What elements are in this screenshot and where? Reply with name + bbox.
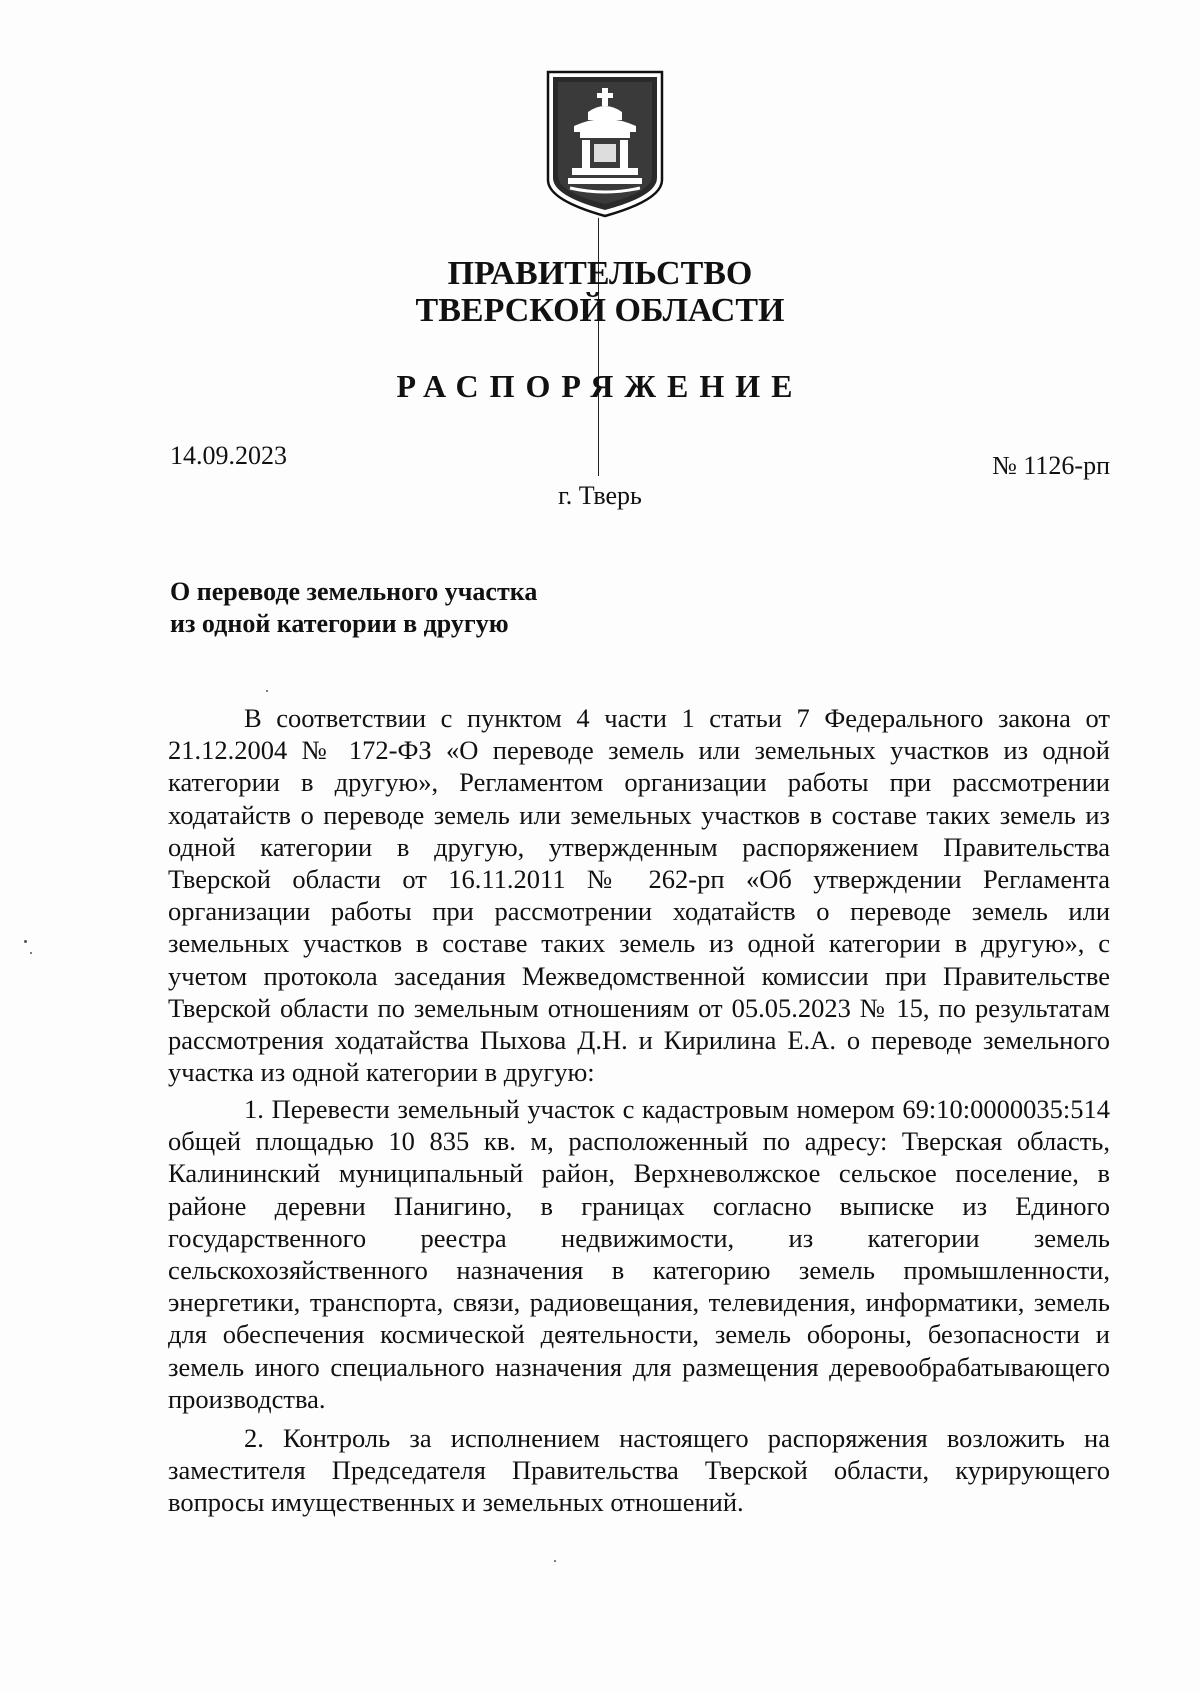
scan-speck [554,1560,556,1562]
organization-title-line2: ТВЕРСКОЙ ОБЛАСТИ [415,292,785,329]
coat-of-arms-emblem [544,68,666,218]
item-1-paragraph: 1. Перевести земельный участок с кадастровым номером 69:10:0000035:514 общей площадью 10 835 кв. м, расположенный по адресу: Тверская область, Калининский муниципальный район, Верхневолжское сельское поселение, в районе деревни Панигино, в границах согласно выписке из Единого государственного реестра недвижимости, из категории земель сельскохозяйственного назначения в категорию земель промышленности, энергетики, транспорта, связи, радиовещания, телевидения, информатики, земель для обеспечения космической деятельности, земель обороны, безопасности и земель иного специального назначения для размещения деревообрабатывающего производства. [168,1094,1110,1414]
scan-speck [30,952,32,954]
preamble-paragraph: В соответствии с пунктом 4 части 1 статьи 7 Федерального закона от 21.12.2004 № 172-ФЗ «О переводе земель или земельных участков из одной категории в другую», Регламентом организации работы при рассмотрении ходатайств о переводе земель или земельных участков в составе таких земель из одной категории в другую, утвержденным распоряжением Правительства Тверской области от 16.11.2011 № 262-рп «Об утверждении Регламента организации работы при рассмотрении ходатайств о переводе земель или земельных участков в составе таких земель из одной категории в другую», с учетом протокола заседания Межведомственной комиссии при Правительстве Тверской области по земельным отношениям от 05.05.2023 № 15, по результатам рассмотрения ходатайства Пыхова Д.Н. и Кирилина Е.А. о переводе земельного участка из одной категории в другую: [168,703,1110,1088]
document-number: № 1126-рп [992,451,1110,480]
document-subject [170,576,537,640]
document-date: 14.09.2023 [170,441,287,470]
subject-line2: из одной категории в другую [170,609,509,638]
document-city: г. Тверь [558,481,642,510]
scan-speck [24,940,27,943]
scan-speck [266,690,268,692]
document-type-heading: РАСПОРЯЖЕНИЕ [396,368,804,404]
organization-title-line1: ПРАВИТЕЛЬСТВО [447,255,753,292]
item-2-paragraph: 2. Контроль за исполнением настоящего распоряжения возложить на заместителя Председателя Правительства Тверской области, курирующего вопросы имущественных и земельных отношений. [168,1423,1110,1518]
subject-line1: О переводе земельного участка [170,577,538,606]
